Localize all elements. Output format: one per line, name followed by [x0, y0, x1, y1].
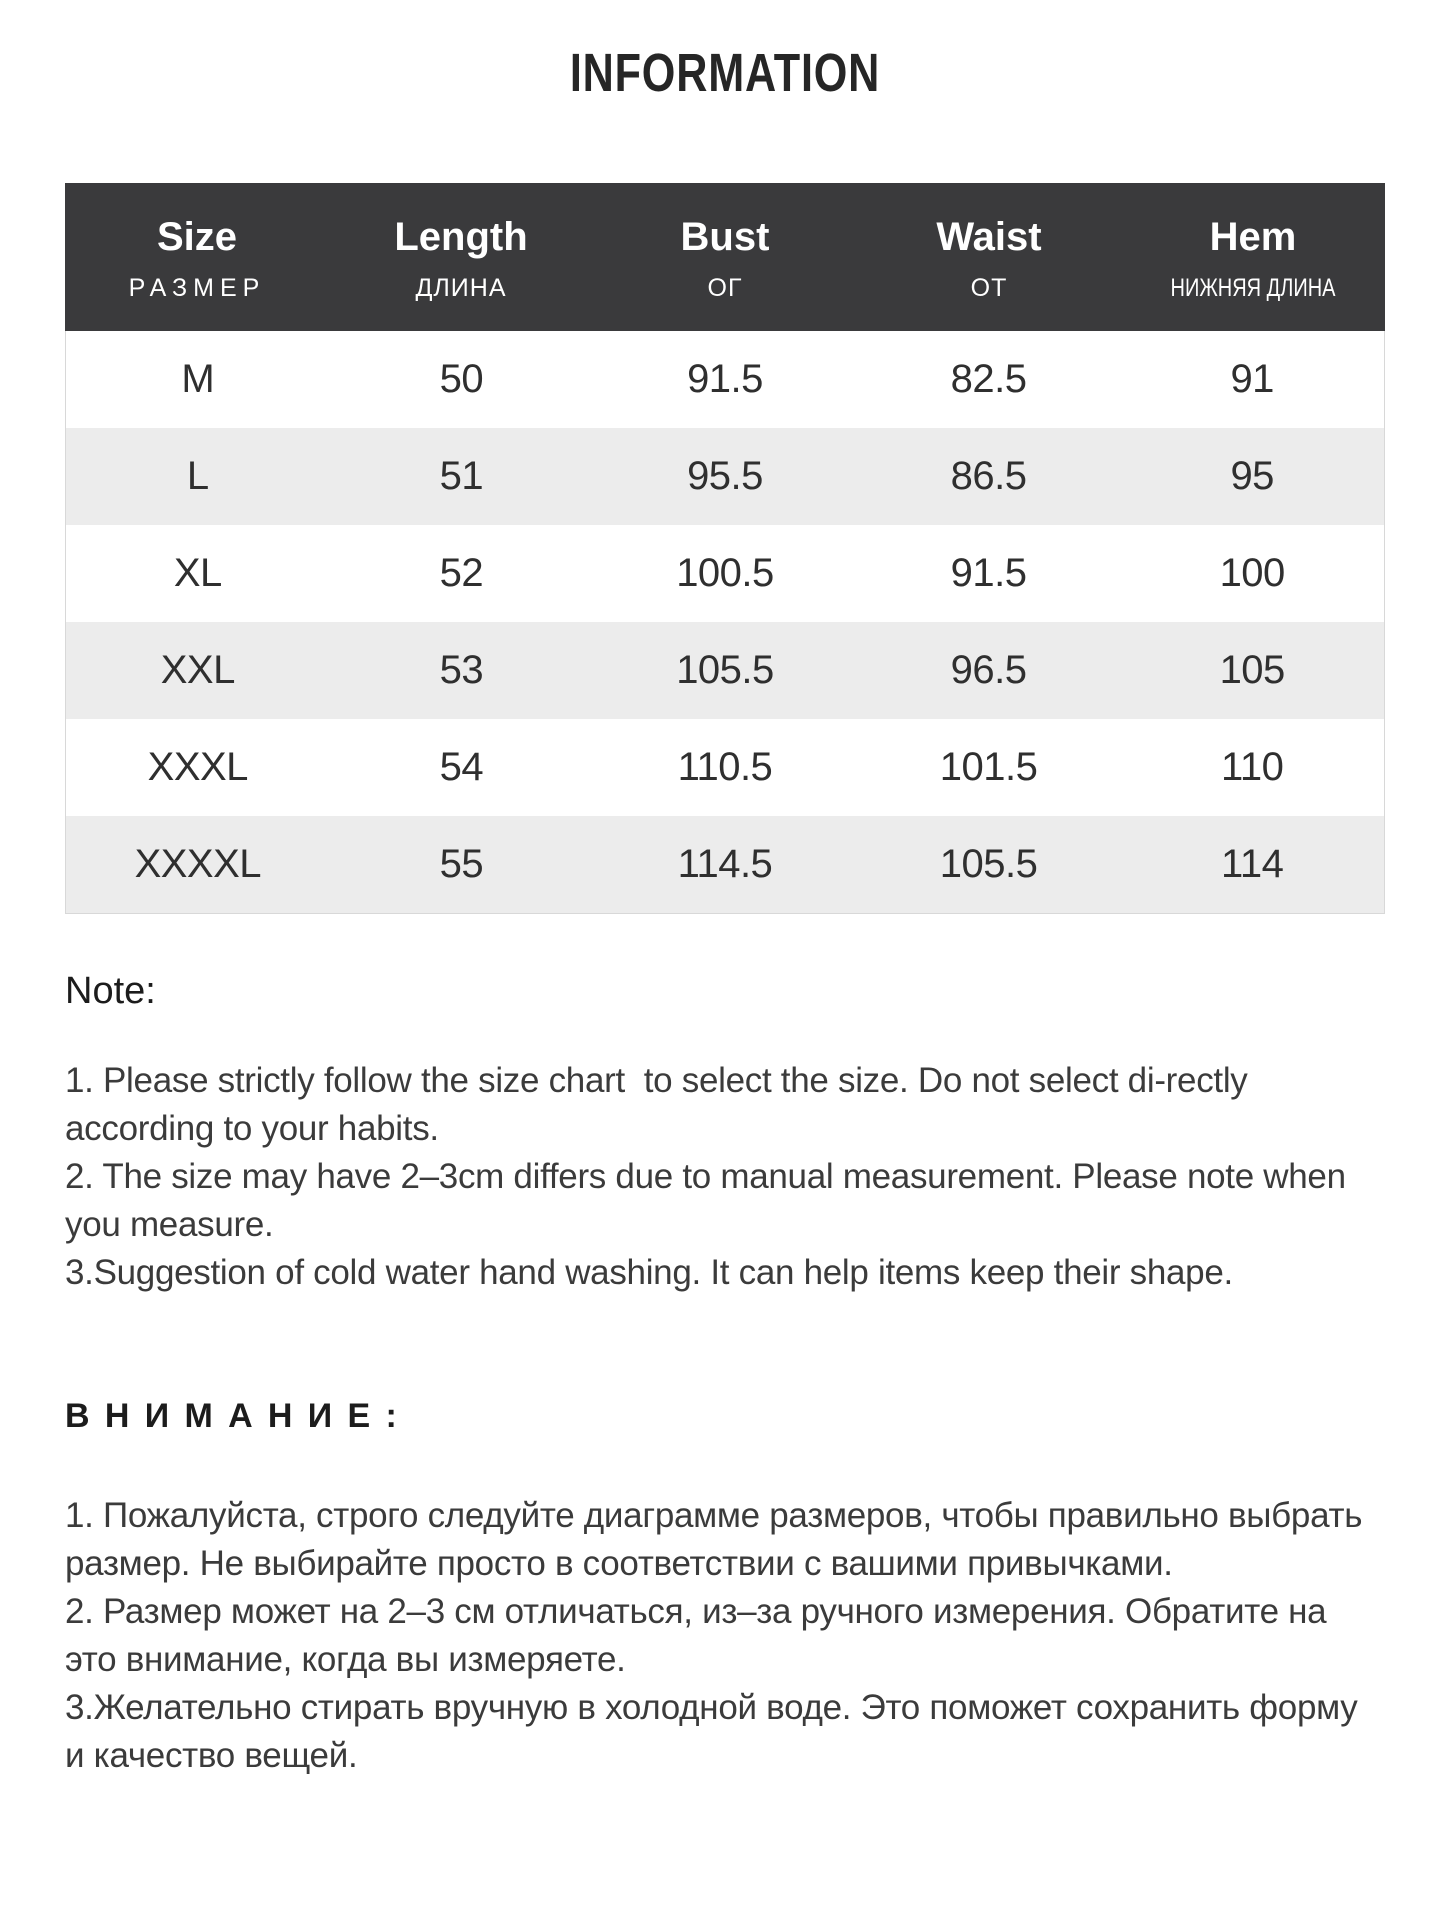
cell-length: 53 [439, 647, 484, 692]
cell-size: M [181, 356, 215, 401]
column-header-hem-en: Hem [1209, 215, 1297, 260]
cell-hem: 100 [1219, 550, 1285, 595]
cell-length: 50 [439, 356, 484, 401]
size-chart-table [65, 183, 1385, 914]
cell-bust: 95.5 [687, 453, 763, 498]
column-header-bust-ru: ОГ [707, 274, 743, 303]
note-ru-1: 1. Пожалуйста, строго следуйте диаграмме размеров, чтобы правильно выбрать размер. Не выбирайте просто в соответствии с вашими привычками. [65, 1495, 1372, 1583]
cell-length: 55 [439, 841, 484, 886]
cell-bust: 100.5 [676, 550, 774, 595]
cell-hem: 114 [1221, 841, 1284, 886]
column-header-size [65, 215, 329, 303]
note-ru-3: 3.Желательно стирать вручную в холодной воде. Это поможет сохранить форму и качество вещей. [65, 1687, 1367, 1775]
column-header-waist-en: Waist [936, 215, 1042, 260]
column-header-length-ru: ДЛИНА [415, 274, 507, 303]
cell-size: L [186, 453, 209, 498]
cell-size: XXL [160, 647, 235, 692]
table-row-m [66, 331, 1384, 428]
note-en-3: 3.Suggestion of cold water hand washing. It can help items keep their shape. [65, 1252, 1233, 1292]
cell-bust: 91.5 [687, 356, 763, 401]
cell-waist: 86.5 [950, 453, 1027, 498]
cell-waist: 96.5 [950, 647, 1027, 692]
column-header-size-en: Size [156, 215, 238, 260]
column-header-length-en: Length [394, 215, 528, 260]
column-header-hem [1121, 215, 1385, 303]
cell-length: 51 [439, 453, 484, 498]
note-en-2: 2. The size may have 2–3cm differs due to manual measurement. Please note when you measure. [65, 1156, 1356, 1244]
cell-hem: 110 [1221, 744, 1284, 789]
notes-russian-text [65, 1492, 1385, 1780]
cell-size: XL [173, 550, 222, 595]
note-ru-2: 2. Размер может на 2–3 см отличаться, из–за ручного измерения. Обратите на это внимание, когда вы измеряете. [65, 1591, 1336, 1679]
column-header-length [329, 215, 593, 303]
cell-hem: 95 [1230, 453, 1274, 498]
cell-bust: 114.5 [677, 841, 773, 886]
cell-size: XXXL [147, 744, 248, 789]
column-header-size-ru: РАЗМЕР [128, 274, 266, 303]
page-title: INFORMATION [569, 43, 881, 103]
column-header-bust [593, 215, 857, 303]
column-header-waist-ru: ОТ [970, 274, 1008, 303]
cell-waist: 91.5 [950, 550, 1027, 595]
notes-russian-heading: ВНИМАНИЕ: [65, 1396, 413, 1435]
cell-length: 52 [439, 550, 484, 595]
table-row-xxxl [66, 719, 1384, 816]
column-header-bust-en: Bust [680, 215, 770, 260]
table-row-xl [66, 525, 1384, 622]
cell-waist: 101.5 [939, 744, 1038, 789]
table-row-l [66, 428, 1384, 525]
cell-waist: 82.5 [950, 356, 1027, 401]
cell-size: XXXXL [134, 841, 262, 886]
size-chart-header-row [65, 183, 1385, 331]
cell-bust: 110.5 [677, 744, 773, 789]
table-row-xxxxl [66, 816, 1384, 913]
notes-english-section [65, 970, 1385, 1297]
cell-length: 54 [439, 744, 484, 789]
column-header-hem-ru: НИЖНЯЯ ДЛИНА [1170, 274, 1336, 303]
column-header-waist [857, 215, 1121, 303]
cell-waist: 105.5 [939, 841, 1038, 886]
cell-hem: 105 [1219, 647, 1285, 692]
note-en-1: 1. Please strictly follow the size chart to select the size. Do not select di-rectly according to your habits. [65, 1060, 1257, 1148]
size-chart-body [66, 331, 1384, 913]
notes-english-text [65, 1057, 1385, 1297]
cell-bust: 105.5 [676, 647, 774, 692]
cell-hem: 91 [1230, 356, 1274, 401]
table-row-xxl [66, 622, 1384, 719]
notes-english-heading: Note: [65, 969, 156, 1012]
notes-russian-section [65, 1397, 1385, 1780]
